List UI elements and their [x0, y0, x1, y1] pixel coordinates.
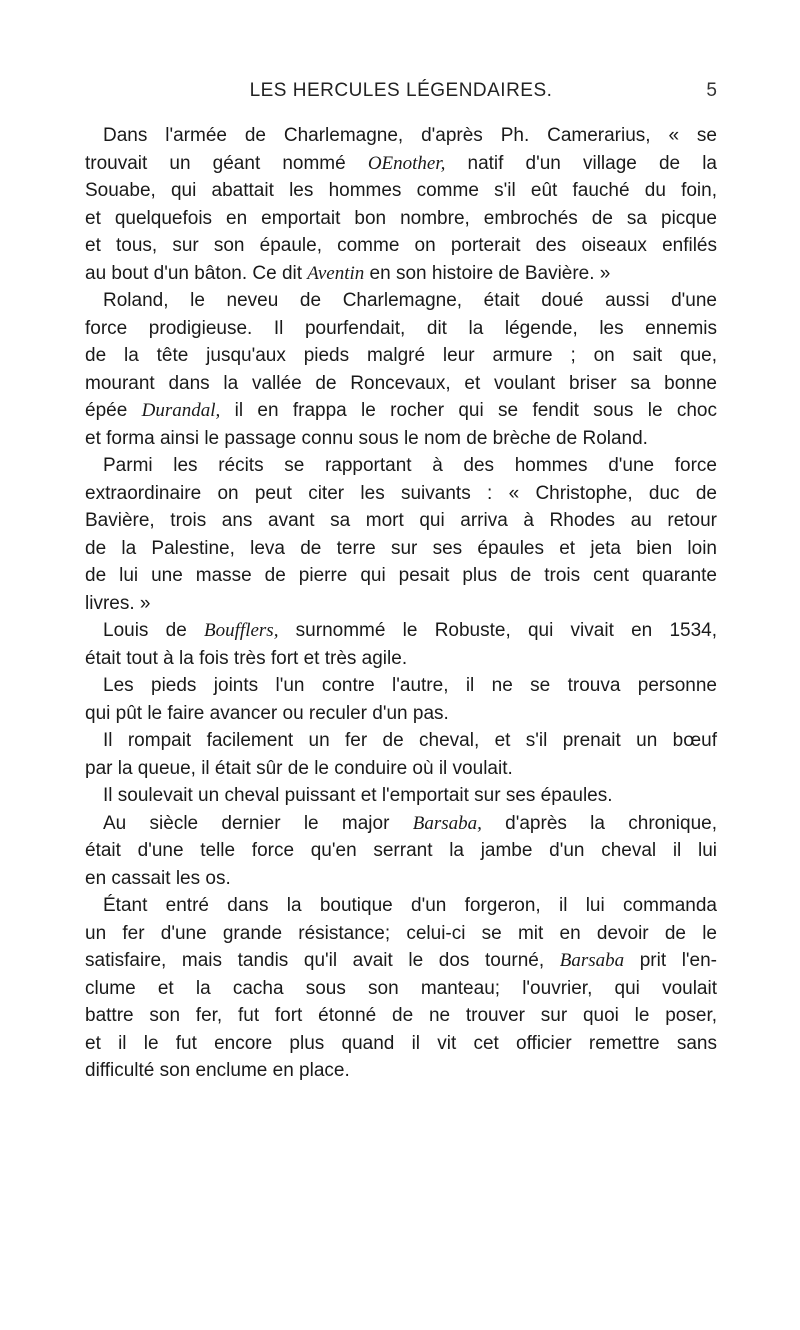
text-run: qui pût le faire avancer ou reculer d'un pas. [85, 702, 449, 724]
text-line [85, 177, 717, 205]
running-title: LES HERCULES LÉGENDAIRES. [249, 80, 553, 101]
text-line [85, 562, 717, 590]
text-line [85, 865, 717, 893]
text-line [85, 1030, 717, 1058]
italic-name: Barsaba [559, 950, 625, 971]
text-line [85, 920, 717, 948]
text-line [85, 232, 717, 260]
text-line [85, 782, 717, 810]
text-line [85, 342, 717, 370]
text-line [85, 617, 717, 645]
text-run: Au siècle dernier le major [103, 812, 413, 834]
text-run: Il rompait facilement un fer de cheval, et s'il prenait un bœuf [103, 730, 717, 751]
text-run: et tous, sur son épaule, comme on porterait des oiseaux enfilés [85, 235, 717, 256]
text-run: de lui une masse de pierre qui pesait plus de trois cent quarante [85, 565, 717, 586]
text-run: de la tête jusqu'aux pieds malgré leur armure ; on sait que, [85, 345, 717, 366]
text-run: difficulté son enclume en place. [85, 1060, 350, 1081]
text-line [85, 535, 717, 563]
text-run: Il soulevait un cheval puissant et l'emportait sur ses épaules. [103, 785, 613, 806]
text-line [85, 397, 717, 425]
text-run: un fer d'une grande résistance; celui-ci se mit en devoir de le [85, 922, 717, 944]
text-line [85, 975, 717, 1003]
italic-name: OEnother, [367, 152, 446, 174]
text-run: et quelquefois en emportait bon nombre, embrochés de sa picque [85, 207, 717, 229]
text-run: mourant dans la vallée de Roncevaux, et voulant briser sa bonne [85, 372, 717, 394]
text-run: en son histoire de Bavière. » [364, 262, 611, 284]
text-line [85, 837, 717, 865]
text-line [85, 480, 717, 508]
text-line [85, 205, 717, 233]
text-line [85, 370, 717, 398]
text-run: trouvait un géant nommé [85, 152, 368, 174]
text-run: d'après la chronique, [481, 812, 717, 834]
text-run: natif d'un village de la [445, 152, 717, 174]
text-run: épée [85, 400, 142, 421]
text-line [85, 1002, 717, 1030]
text-run: Bavière, trois ans avant sa mort qui arriva à Rhodes au retour [85, 510, 717, 531]
text-run: livres. » [85, 592, 151, 614]
text-line [85, 452, 717, 480]
text-line [85, 1057, 717, 1085]
text-run: au bout d'un bâton. Ce dit [85, 262, 308, 284]
text-run: battre son fer, fut fort étonné de ne trouver sur quoi le poser, [85, 1005, 717, 1026]
text-run: Louis de [103, 620, 205, 641]
text-run: il en frappa le rocher qui se fendit sous le choc [220, 400, 717, 421]
text-run: extraordinaire on peut citer les suivants : « Christophe, duc de [85, 482, 717, 504]
italic-name: Aventin [307, 262, 365, 284]
text-line [85, 645, 717, 673]
text-line [85, 947, 717, 975]
text-line [85, 122, 717, 150]
text-line [85, 755, 717, 783]
text-run: était d'une telle force qu'en serrant la jambe d'un cheval il lui [85, 840, 717, 861]
text-run: force prodigieuse. Il pourfendait, dit la légende, les ennemis [85, 317, 717, 339]
italic-name: Boufflers, [204, 620, 279, 641]
text-run: Souabe, qui abattait les hommes comme s'il eût fauché du foin, [85, 180, 717, 201]
text-line [85, 727, 717, 755]
italic-name: Barsaba, [412, 812, 482, 834]
text-run: Dans l'armée de Charlemagne, d'après Ph. Camerarius, « se [103, 125, 717, 146]
text-run: par la queue, il était sûr de le conduire où il voulait. [85, 757, 513, 779]
text-run: de la Palestine, leva de terre sur ses épaules et jeta bien loin [85, 537, 717, 559]
text-run: prit l'en- [624, 950, 717, 971]
text-run: clume et la cacha sous son manteau; l'ouvrier, qui voulait [85, 977, 717, 999]
text-line [85, 590, 717, 618]
text-line [85, 260, 717, 288]
text-run: et il le fut encore plus quand il vit cet officier remettre sans [85, 1032, 717, 1054]
text-line [85, 507, 717, 535]
italic-name: Durandal, [141, 400, 221, 421]
text-line [85, 425, 717, 453]
running-head [85, 80, 717, 110]
text-line [85, 150, 717, 178]
text-line [85, 810, 717, 838]
text-run: Parmi les récits se rapportant à des hommes d'une force [103, 455, 717, 476]
text-line [85, 287, 717, 315]
text-line [85, 892, 717, 920]
text-run: Roland, le neveu de Charlemagne, était doué aussi d'une [103, 290, 717, 311]
text-line [85, 672, 717, 700]
text-run: surnommé le Robuste, qui vivait en 1534, [278, 620, 717, 641]
body-text [85, 122, 717, 1085]
text-run: était tout à la fois très fort et très agile. [85, 647, 408, 669]
text-run: satisfaire, mais tandis qu'il avait le dos tourné, [85, 950, 560, 971]
text-run: Les pieds joints l'un contre l'autre, il ne se trouva personne [103, 675, 717, 696]
text-line [85, 700, 717, 728]
text-run: Étant entré dans la boutique d'un forgeron, il lui commanda [103, 895, 717, 916]
text-run: en cassait les os. [85, 867, 231, 889]
text-line [85, 315, 717, 343]
page-number: 5 [706, 80, 717, 101]
text-run: et forma ainsi le passage connu sous le nom de brèche de Roland. [85, 427, 648, 449]
